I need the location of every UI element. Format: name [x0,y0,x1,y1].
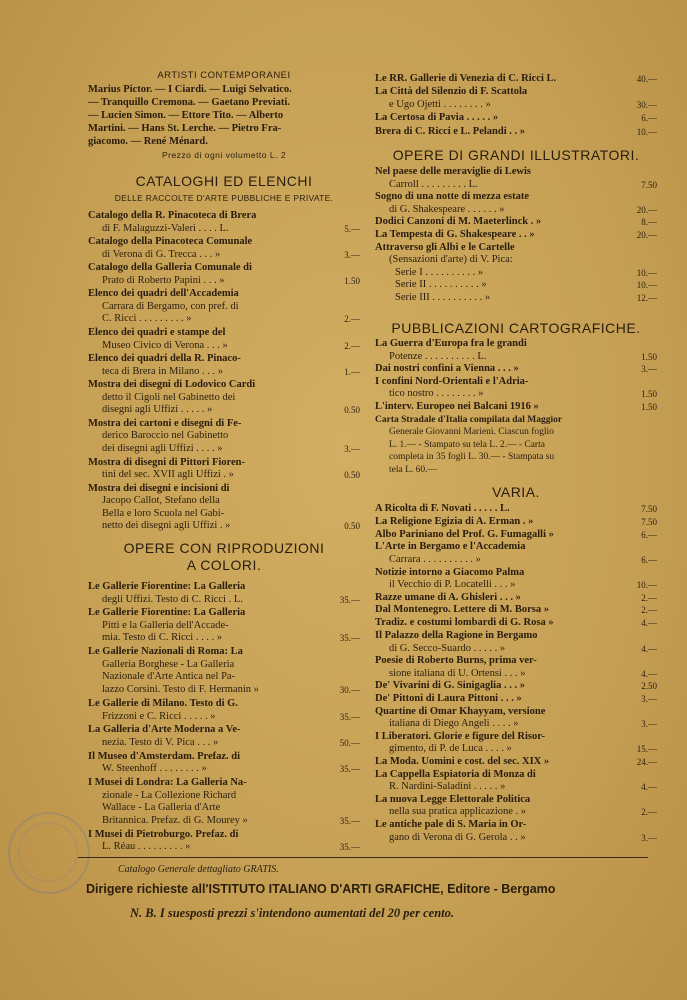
catalog-entry [375,541,657,566]
catalog-entry [375,112,657,125]
entry-line: di G. Secco-Suardo . . . . . » [389,642,506,654]
artisti-line: — Tranquillo Cremona. — Gaetano Previati. [88,97,290,108]
opere-colori-title-1: OPERE CON RIPRODUZIONI [123,540,325,556]
entry-price: 50.— [339,737,360,748]
catalog-entry [375,503,657,516]
catalog-entry [88,483,360,533]
entry-line: Elenco dei quadri della R. Pinaco- [88,353,241,365]
entry-price: 35.— [339,815,360,826]
artisti-title: ARTISTI CONTEMPORANEI [157,70,291,81]
entry-line: Carrara . . . . . . . . . . » [389,553,481,565]
catalog-entry [395,267,657,280]
catalog-entry [375,242,657,267]
entry-price: 1.50 [641,351,657,362]
entry-line: Potenze . . . . . . . . . . L. [389,350,487,362]
entry-line: italiana di Diego Angeli . . . . » [389,718,519,730]
catalog-entry [375,401,657,414]
entry-price: 3.— [344,249,360,260]
catalog-entry [375,229,657,242]
entry-price: 0.50 [344,470,360,481]
catalog-entry [375,731,657,756]
entry-line: Notizie intorno a Giacomo Palma [375,566,525,578]
catalog-entry [88,236,360,261]
footer-divider [78,857,648,858]
entry-price: 0.50 [344,521,360,532]
catalog-entry [375,819,657,844]
entry-line: De' Pittoni di Laura Pittoni . . . » [375,693,522,704]
entry-line: lazzo Corsini. Testo di F. Hermanin » [102,683,259,695]
entry-line: Razze umane di A. Ghisleri . . . » [375,591,521,603]
entry-line: completa in 35 fogli L. 30.— - Stampata su [389,452,555,463]
entry-price: 7.50 [641,504,657,514]
catalog-entry [375,693,657,706]
entry-line: Le antiche pale di S. Maria in Or- [375,819,527,830]
entry-line: e Ugo Ojetti . . . . . . . . » [389,98,491,110]
catalog-entry [375,756,657,769]
grandi-title: OPERE DI GRANDI ILLUSTRATORI. [392,147,640,163]
entry-price: 35.— [339,633,360,644]
entry-price: 1.50 [344,275,360,286]
entry-line: La Città del Silenzio di F. Scattola [375,86,528,98]
entry-line: Poesie di Roberto Burns, prima ver- [375,655,537,667]
entry-line: I confini Nord-Orientali e l'Adria- [375,375,529,387]
artisti-line: giacomo. — René Ménard. [88,136,208,147]
entry-line: sione italiana di U. Ortensi . . . » [389,667,526,679]
catalog-entry [375,516,657,529]
entry-line: Carta Stradale d'Italia compilata dal Maggior [375,414,563,425]
entry-price: 35.— [339,711,360,722]
entry-line: detto il Cigoli nel Gabinetto dei [102,391,236,403]
entry-line: netto dei disegni agli Uffizi . » [102,520,231,532]
entry-line: zionale - La Collezione Richard [102,789,237,801]
catalog-entry [88,607,360,645]
entry-line: Britannica. Prefaz. di G. Mourey » [102,814,248,826]
varia-title: VARIA. [492,484,540,500]
cataloghi-subtitle: DELLE RACCOLTE D'ARTE PUBBLICHE E PRIVATE. [114,193,334,203]
entry-line: De' Vivarini di G. Sinigaglia . . . » [375,680,525,692]
entry-line: Prato di Roberto Papini . . . » [102,274,225,286]
entry-line: La Certosa di Pavia . . . . . » [375,112,499,124]
entry-price: 20.— [636,229,657,240]
entry-line: di G. Shakespeare . . . . . . » [389,203,505,215]
entry-line: La Cappella Espiatoria di Monza di [375,768,536,780]
artisti-price: Prezzo di ogni volumetto L. 2 [161,150,287,160]
catalog-entry [375,376,657,401]
catalog-entry [375,655,657,680]
entry-price: 4.— [641,618,657,629]
entry-line: Dodici Canzoni di M. Maeterlinck . » [375,216,542,227]
entry-price: 15.— [636,744,657,755]
catalog-entry [395,279,657,292]
entry-line: La Religione Egizia di A. Erman . » [375,515,534,527]
entry-line: Mostra dei disegni di Lodovico Cardi [88,379,256,391]
entry-line: il Vecchio di P. Locatelli . . . » [389,579,516,590]
catalog-entry [375,630,657,655]
catalog-entry [88,288,360,326]
entry-line: R. Nardini-Saladini . . . . . » [389,781,506,793]
catalog-entry [375,363,657,376]
artisti-line: — Lucien Simon. — Ettore Tito. — Alberto [88,110,284,121]
entry-line: nella sua pratica applicazione . » [389,806,527,818]
footer-note: N. B. I suesposti prezzi s'intendono aumentati del 20 per cento. [130,906,454,920]
entry-price: 40.— [636,74,657,84]
catalog-entry [88,698,360,723]
entry-line: tini del sec. XVII agli Uffizi . » [102,469,234,481]
entry-price: 4.— [641,643,657,654]
entry-line: I Musei di Londra: La Galleria Na- [88,777,247,789]
catalog-entry [375,86,657,111]
entry-line: Le Gallerie Nazionali di Roma: La [88,646,243,658]
entry-line: Frizzoni e C. Ricci . . . . . » [102,710,216,722]
entry-line: Le Gallerie Fiorentine: La Galleria [88,581,246,592]
entry-price: 1.50 [641,401,657,412]
entry-line: tela L. 60.— [389,464,438,475]
catalog-entry [88,581,360,606]
entry-price: 35.— [339,764,360,775]
entry-line: Carrara di Bergamo, con pref. di [102,300,239,312]
entry-line: Serie II . . . . . . . . . . » [395,279,487,291]
entry-line: Mostra dei disegni e incisioni di [88,482,230,494]
entry-line: La Guerra d'Europa fra le grandi [375,338,527,349]
entry-price: 3.— [641,364,657,374]
entry-line: La nuova Legge Elettorale Politica [375,793,531,805]
entry-line: L'interv. Europeo nei Balcani 1916 » [375,400,539,412]
entry-price: 4.— [641,782,657,793]
catalog-entry [375,529,657,542]
footer-catalog: Catalogo Generale dettagliato GRATIS. [118,864,279,875]
catalog-entry [88,353,360,378]
entry-price: 10.— [636,267,657,278]
catalog-entry [375,73,657,86]
catalog-entry [375,126,657,139]
entry-price: 3.— [641,719,657,730]
entry-price: 10.— [636,280,657,291]
entry-price: 30.— [339,684,360,695]
entry-line: L. Réau . . . . . . . . . » [102,841,191,853]
catalog-entry [375,414,657,477]
entry-line: Il Museo d'Amsterdam. Prefaz. di [88,750,241,762]
catalog-entry [375,604,657,617]
entry-line: Pitti e la Galleria dell'Accade- [102,619,229,631]
entry-price: 1.50 [641,389,657,400]
entry-line: Serie III . . . . . . . . . . » [395,292,491,304]
entry-line: Albo Pariniano del Prof. G. Fumagalli » [375,528,554,540]
entry-line: Il Palazzo della Ragione in Bergamo [375,630,538,641]
entry-line: mia. Testo di C. Ricci . . . . » [102,632,223,644]
entry-line: A Ricolta di F. Novati . . . . . L. [375,503,510,514]
catalog-entry [375,191,657,216]
catalog-entry [88,379,360,417]
entry-line: Carroll . . . . . . . . . L. [389,178,478,190]
entry-price: 8.— [641,217,657,227]
entry-price: 7.50 [641,179,657,190]
entry-line: Mostra di disegni di Pittori Fioren- [88,456,246,468]
catalog-entry [88,262,360,287]
entry-line: I Liberatori. Glorie e figure del Risor- [375,730,546,742]
entry-line: disegni agli Uffizi . . . . . » [102,404,213,416]
catalog-entry [88,210,360,235]
catalog-entry [375,567,657,592]
entry-price: 10.— [636,126,657,137]
entry-line: degli Uffizi. Testo di C. Ricci . L. [102,593,243,605]
artisti-line: Martini. — Hans St. Lerche. — Pietro Fra- [88,123,282,134]
catalog-entry [88,327,360,352]
entry-price: 30.— [636,99,657,110]
entry-line: Elenco dei quadri dell'Accademia [88,288,239,300]
entry-line: tico nostro . . . . . . . . » [389,388,484,400]
entry-price: 2.— [344,340,360,351]
catalog-entry [375,706,657,731]
library-stamp-icon [8,812,90,894]
entry-price: 35.— [339,594,360,605]
entry-line: Catalogo della R. Pinacoteca di Brera [88,210,257,221]
entry-line: L. 1.— - Stampato su tela L. 2.— - Carta [389,439,545,450]
entry-price: 6.— [641,554,657,565]
entry-line: W. Steenhoff . . . . . . . . » [102,763,207,775]
entry-line: Generale Giovanni Marieni. Ciascun foglio [389,427,554,438]
catalog-entry [375,794,657,819]
entry-line: Quartine di Omar Khayyam, versione [375,705,546,717]
entry-line: Le Gallerie Fiorentine: La Galleria [88,607,246,619]
entry-line: nezia. Testo di V. Pica . . . » [102,736,219,748]
entry-line: gano di Verona di G. Gerola . . » [389,831,526,843]
entry-line: Galleria Borghese - La Galleria [102,658,235,670]
entry-price: 2.— [344,314,360,325]
entry-price: 5.— [344,223,360,234]
footer-order: Dirigere richieste all'ISTITUTO ITALIANO D'ARTI GRAFICHE, Editore - Bergamo [86,882,556,896]
entry-line: Brera di C. Ricci e L. Pelandi . . » [375,125,525,137]
catalog-entry [88,418,360,456]
entry-line: Mostra dei cartoni e disegni di Fe- [88,417,242,429]
entry-line: Le Gallerie di Milano. Testo di G. [88,698,238,709]
entry-price: 3.— [344,443,360,454]
entry-price: 10.— [636,580,657,590]
entry-price: 35.— [339,842,360,853]
entry-price: 7.50 [641,516,657,527]
entry-line: I Musei di Pietroburgo. Prefaz. di [88,828,239,840]
entry-price: 2.— [641,605,657,616]
carto-title: PUBBLICAZIONI CARTOGRAFICHE. [391,320,641,336]
entry-line: di F. Malaguzzi-Valeri . . . . L. [102,222,229,234]
catalog-entry [88,457,360,482]
artisti-line: Marius Pictor. — I Ciardi. — Luigi Selvatico. [88,84,292,95]
entry-line: La Moda. Uomini e cost. del sec. XIX » [375,756,550,767]
opere-colori-title-2: A COLORI. [186,557,262,573]
entry-line: Jacopo Callot, Stefano della [102,495,220,507]
entry-line: di Verona di G. Trecca . . . » [102,248,221,260]
entry-line: gimento, di P. de Luca . . . . » [389,743,512,755]
entry-price: 4.— [641,668,657,679]
entry-price: 3.— [641,832,657,843]
entry-price: 3.— [641,694,657,704]
entry-price: 6.— [641,113,657,124]
catalog-entry [88,724,360,749]
entry-price: 12.— [636,293,657,304]
catalog-entry [88,829,360,854]
entry-line: (Sensazioni d'arte) di V. Pica: [389,254,513,266]
entry-line: C. Ricci . . . . . . . . . » [102,313,192,325]
entry-price: 0.50 [344,405,360,416]
catalog-entry [375,216,657,229]
entry-line: Sogno di una notte di mezza estate [375,191,529,202]
entry-line: Tradiz. e costumi lombardi di G. Rosa » [375,617,554,629]
entry-line: Bella e loro Scuola nel Gabi- [102,507,225,519]
entry-price: 20.— [636,204,657,215]
entry-line: Dal Montenegro. Lettere di M. Borsa » [375,604,549,616]
entry-price: 2.— [641,807,657,818]
cataloghi-title: CATALOGHI ED ELENCHI [135,173,313,189]
catalog-entry [375,592,657,605]
entry-line: La Tempesta di G. Shakespeare . . » [375,228,535,240]
entry-line: Serie I . . . . . . . . . . » [395,266,484,278]
entry-line: Nazionale d'Arte Antica nel Pa- [102,671,236,683]
entry-line: teca di Brera in Milano . . . » [102,365,224,377]
entry-price: 2.— [641,592,657,603]
catalog-entry [375,617,657,630]
catalog-entry [88,777,360,827]
catalog-entry [375,166,657,191]
entry-line: Dai nostri confini a Vienna . . . » [375,363,519,374]
catalog-entry [375,338,657,363]
entry-line: Catalogo della Galleria Comunale di [88,262,252,274]
entry-line: Museo Civico di Verona . . . » [102,339,228,351]
entry-price: 24.— [636,757,657,767]
entry-line: derico Baroccio nel Gabinetto [102,430,229,442]
entry-line: Le RR. Gallerie di Venezia di C. Ricci L. [375,73,557,84]
entry-line: La Galleria d'Arte Moderna a Ve- [88,724,241,736]
entry-line: Elenco dei quadri e stampe del [88,327,226,338]
catalog-entry [375,769,657,794]
entry-price: 2.50 [641,681,657,692]
entry-line: L'Arte in Bergamo e l'Accademia [375,541,526,553]
entry-price: 6.— [641,529,657,540]
catalog-entry [375,680,657,693]
catalog-entry [88,646,360,696]
entry-line: Attraverso gli Albi e le Cartelle [375,241,515,253]
entry-line: dei disegni agli Uffizi . . . . » [102,442,223,454]
catalog-entry [88,751,360,776]
entry-line: Catalogo della Pinacoteca Comunale [88,236,253,248]
entry-price: 1.— [344,366,360,377]
entry-line: Wallace - La Galleria d'Arte [102,802,221,814]
entry-line: Nel paese delle meraviglie di Lewis [375,166,532,177]
catalog-entry [395,292,657,305]
